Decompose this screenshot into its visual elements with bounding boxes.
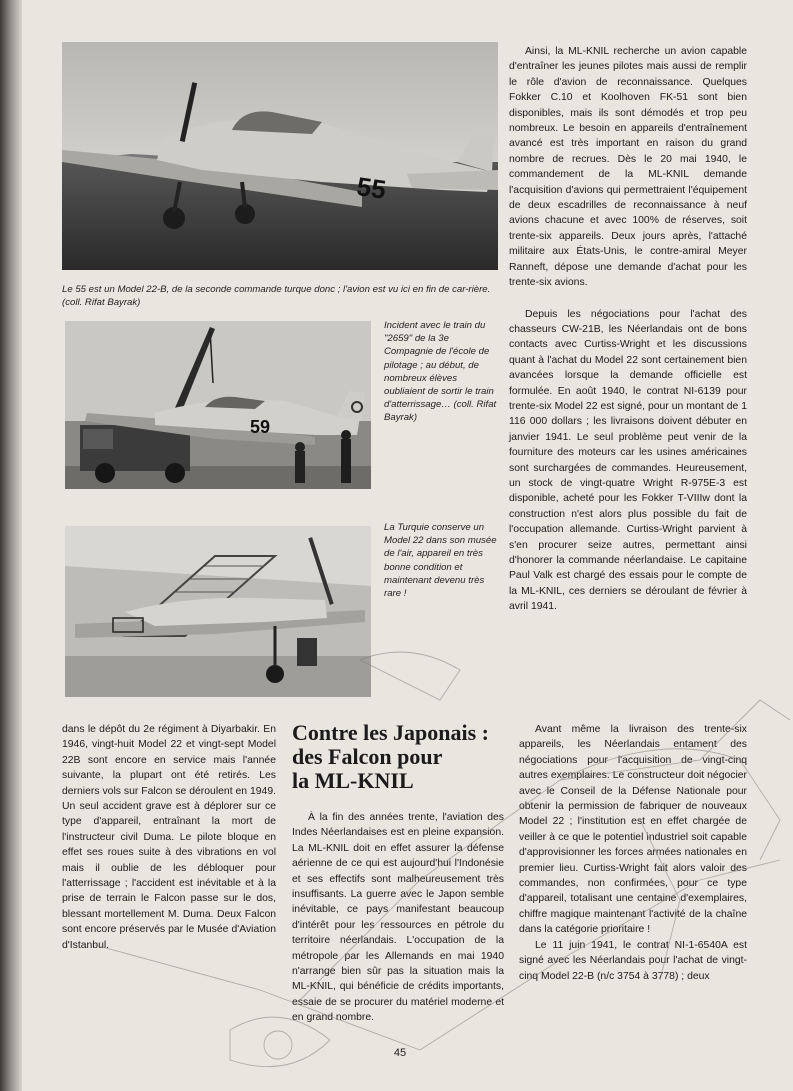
paragraph: Avant même la livraison des trente-six appareils, les Néerlandais entament des négociations pour l'acquisition de vingt-cinq autres exemplaires. Le constructeur doit négocier avec le Conseil de la Défense Nationale pour obtenir la permission de fabriquer de nouveaux Model 22 ; l'institution est en effet chargée de veiller à ce que le potentiel industriel soit capable d'approvisionner les forces armées nationales en premier lieu. Curtiss-Wright fait alors valoir des commandes, non confirmées, pour ce type d'appareil, totalisant une centaine d'exemplaires, chiffre magique maintenant l'activité de la chaîne dans la catégorie prioritaire !: [519, 724, 747, 936]
paragraph: Ainsi, la ML-KNIL recherche un avion capable d'entraîner les jeunes pilotes mais aussi de remplir le rôle d'avion de reconnaissance. Quelques Fokker C.10 et Koolhoven FK-51 sont bien disponibles, mais ils sont démodés et trop peu nombreux. Le besoin en appareils d'entraînement avancé est très important en raison du grand nombre de recrues. Dès le 20 mai 1940, le commandement de la ML-KNIL demande l'acquisition d'avions qui permettraient l'équipement de deux escadrilles de reconnaissance à neuf avions chacune et avec 100% de réserves, soit trente-six appareils. Deux jours après, l'attaché militaire aux États-Unis, le contre-amiral Meyer Ranneft, dépose une demande d'achat pour les trente-six avions.: [509, 46, 747, 289]
paragraph: Le 11 juin 1941, le contrat NI-1-6540A est signé avec les Néerlandais pour l'achat de vingt-cinq Model 22-B (n/c 3754 à 3778) ; deux: [519, 939, 747, 982]
plane-number-59: 59: [250, 417, 271, 437]
photo-falcon-55: [62, 42, 498, 270]
paragraph: À la fin des années trente, l'aviation des Indes Néerlandaises est en pleine expansion. La ML-KNIL doit en effet assurer la défense aérienne de ce qui est aujourd'hui l'Indonésie et ses effectifs sont malheureusement très insuffisants. La guerre avec le Japon semble inévitable, ce pays manifestant beaucoup d'intérêt pour les ressources en pétrole du territoire néerlandais. L'occupation de la métropole par les Allemands en mai 1940 n'arrange bien sûr pas la situation mais la ML-KNIL, qui bénéficie de crédits importants, essaie de se procurer du matériel moderne et en grand nombre.: [292, 812, 504, 1024]
page-number: 45: [393, 1047, 407, 1059]
right-column-bottom: [519, 722, 747, 984]
middle-column: [292, 810, 504, 1026]
page-binding-edge: [0, 0, 22, 1091]
paragraph: dans le dépôt du 2e régiment à Diyarbakir. En 1946, vingt-huit Model 22 et vingt-sept Model 22B sont encore en service mais l'année suivante, la plupart ont été retirés. Les derniers vols sur Falcon se déroulent en 1949. Un seul accident grave est à déplorer sur ce type d'appareil, entraînant la mort de l'instructeur civil Duma. Le pilote bloque en effet ses roues suite à des vibrations en vol mais il oublie de les débloquer pour l'atterrissage ; l'accident est inévitable et à la prise de terrain le Falcon passe sur le dos, blessant mortellement M. Duma. Deux Falcon sont encore préservés par le Musée d'Aviation d'Istanbul.: [62, 724, 276, 951]
photo-1-caption: Le 55 est un Model 22-B, de la seconde commande turque donc ; l'avion est vu ici en fin de car-rière. (coll. Rifat Bayrak): [62, 284, 491, 309]
right-column-top: [509, 44, 747, 615]
photo-2-caption: Incident avec le train du "2659" de la 3e Compagnie de l'école de pilotage ; au début, de nombreux élèves oubliaient de sortir le train d'atterrissage… (coll. Rifat Bayrak): [384, 320, 497, 424]
photo-falcon-59-incident: [65, 321, 371, 489]
section-title-line: Contre les Japonais :: [292, 720, 489, 745]
section-title-line: la ML-KNIL: [292, 768, 414, 793]
left-column: [62, 722, 276, 953]
paragraph: Depuis les négociations pour l'achat des chasseurs CW-21B, les Néerlandais ont de bons contacts avec Curtiss-Wright et les discussions quant à l'achat du Model 22 sont certainement bien avancées lorsque la demande officielle est formulée. En août 1940, le contrat NI-6139 pour trente-six Model 22 est signé, pour un montant de 1 116 000 dollars ; les livraisons doivent débuter en janvier 1941. Le seul problème peut venir de la fourniture des moteurs car les usines américaines sont surchargées de commandes. Heureusement, un stock de vingt-quatre Wright R-975E-3 est disponible, acheté pour les Fokker T-VIIIw dont la construction n'est alors plus possible du fait de l'occupation allemande. Curtiss-Wright parvient à s'en procurer seize autres, permettant ainsi d'honorer la commande néerlandaise. Le capitaine Paul Valk est chargé des essais pour le compte de la ML-KNIL, ces derniers se déroulant de février à avril 1941.: [509, 308, 747, 613]
photo-3-caption: La Turquie conserve un Model 22 dans son musée de l'air, appareil en très bonne condition et maintenant devenu très rare !: [384, 522, 497, 600]
photo-museum-falcon: [65, 526, 371, 697]
section-title: [292, 721, 504, 793]
section-title-line: des Falcon pour: [292, 744, 443, 769]
plane-number-55: 55: [354, 171, 388, 205]
